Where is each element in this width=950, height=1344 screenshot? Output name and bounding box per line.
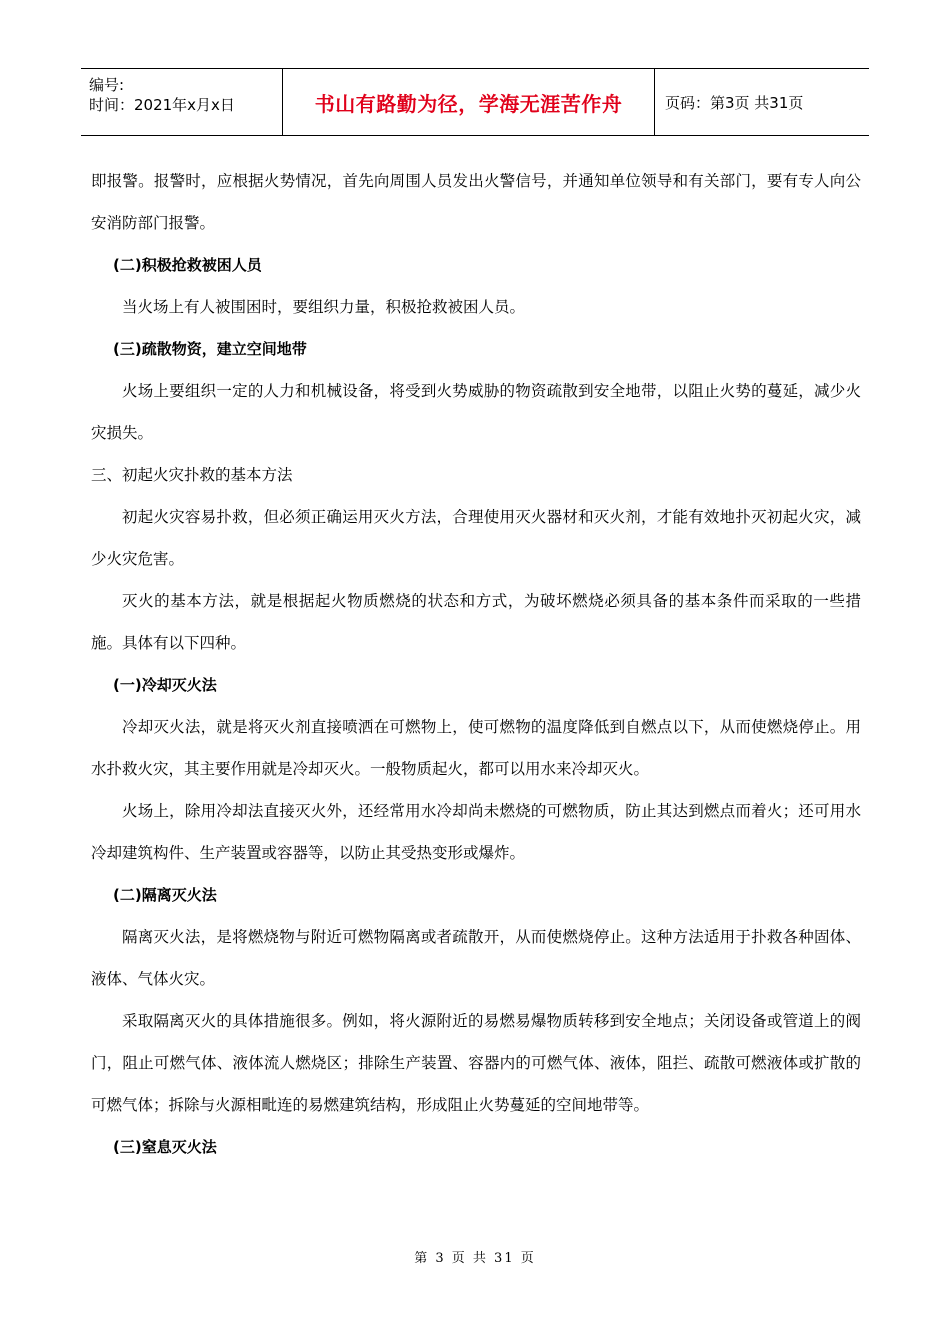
paragraph: 采取隔离灭火的具体措施很多。例如，将火源附近的易燃易爆物质转移到安全地点；关闭设备或管道上的阀门，阻止可燃气体、液体流人燃烧区；排除生产装置、容器内的可燃气体、液体，阻拦、疏散可燃液体或扩散的可燃气体；拆除与火源相毗连的易燃建筑结构，形成阻止火势蔓延的空间地带等。 [91,1012,861,1114]
paragraph: 冷却灭火法，就是将灭火剂直接喷洒在可燃物上，使可燃物的温度降低到自燃点以下，从而使燃烧停止。用水扑救火灾，其主要作用就是冷却灭火。一般物质起火，都可以用水来冷却灭火。 [91,718,861,778]
page-header [81,68,869,136]
section-heading: (三)疏散物资，建立空间地带 [113,340,307,358]
paragraph: 火场上要组织一定的人力和机械设备，将受到火势威胁的物资疏散到安全地带，以阻止火势的蔓延，减少火灾损失。 [91,382,861,442]
paragraph: 隔离灭火法，是将燃烧物与附近可燃物隔离或者疏散开，从而使燃烧停止。这种方法适用于扑救各种固体、液体、气体火灾。 [91,928,861,988]
paragraph: 初起火灾容易扑救，但必须正确运用灭火方法，合理使用灭火器材和灭火剂，才能有效地扑灭初起火灾，减少火灾危害。 [91,508,861,568]
header-meta [81,69,282,135]
section-heading: (三)窒息灭火法 [113,1138,217,1156]
time-label: 时间：2021年x月x日 [89,96,235,114]
paragraph: 灭火的基本方法，就是根据起火物质燃烧的状态和方式，为破坏燃烧必须具备的基本条件而采取的一些措施。具体有以下四种。 [91,592,861,652]
number-label: 编号: [89,76,125,94]
header-motto: 书山有路勤为径，学海无涯苦作舟 [282,69,655,135]
page-footer: 第 3 页 共 31 页 [414,1251,536,1266]
paragraph: 即报警。报警时，应根据火势情况，首先向周围人员发出火警信号，并通知单位领导和有关部门，要有专人向公安消防部门报警。 [91,172,861,232]
header-page-info: 页码：第3页 共31页 [665,93,804,112]
paragraph: 火场上，除用冷却法直接灭火外，还经常用水冷却尚未燃烧的可燃物质，防止其达到燃点而着火；还可用水冷却建筑构件、生产装置或容器等，以防止其受热变形或爆炸。 [91,802,861,862]
section-heading: (一)冷却灭火法 [113,676,217,694]
paragraph: 当火场上有人被围困时，要组织力量，积极抢救被困人员。 [122,298,526,316]
section-heading: (二)隔离灭火法 [113,886,217,904]
section-title: 三、初起火灾扑救的基本方法 [91,466,293,484]
document-body [91,160,861,1168]
section-heading: (二)积极抢救被困人员 [113,256,262,274]
